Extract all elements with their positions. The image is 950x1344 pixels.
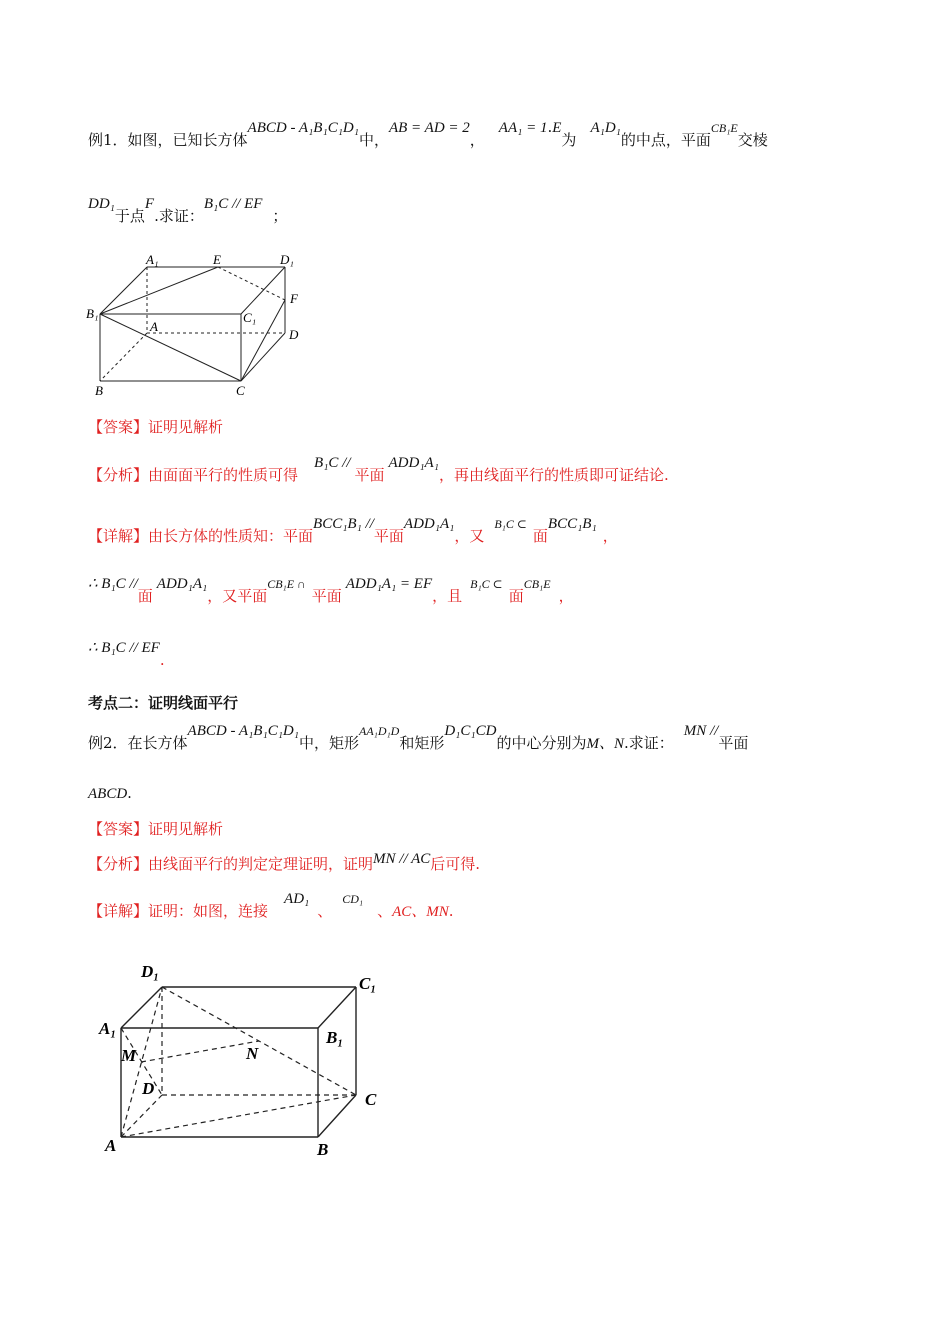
points-m-n: M、N (586, 736, 624, 752)
analysis2-tag: 【分析】 (88, 855, 149, 873)
text: . (448, 902, 454, 920)
text: 面 (137, 587, 153, 605)
text: ，又 (454, 527, 485, 545)
label-f: F (290, 291, 298, 306)
plane-abcd: ABCD (88, 786, 128, 802)
edge-b1-a1 (100, 267, 147, 314)
text: 交棱 (737, 131, 768, 149)
math-b1c-parallel: B₁C // (314, 455, 351, 471)
example1-line1 (88, 118, 768, 151)
answer1-line (88, 417, 223, 437)
edge-a1-d1 (121, 987, 162, 1028)
label-b1: B₁ (86, 306, 99, 321)
point-f: F (144, 196, 155, 212)
edge-a-b (100, 333, 147, 381)
segment-a1d1: A₁D₁ (590, 120, 621, 136)
analysis1-tag: 【分析】 (88, 466, 149, 484)
text: 的中点，平面 (620, 131, 711, 149)
label-c1: C₁ (359, 974, 377, 993)
text: 、 (377, 902, 393, 920)
example2-line2 (88, 783, 132, 804)
text: 中， (358, 131, 389, 149)
math-ac-mn: AC、MN (392, 904, 449, 920)
math-bcc1b1-parallel: BCC₁B₁ // (313, 516, 374, 532)
label-a1: A₁ (99, 1019, 117, 1038)
text: ，且 (432, 587, 463, 605)
text: . (547, 118, 553, 136)
text: .求证： (623, 734, 674, 752)
answer1-text: 证明见解析 (148, 418, 224, 436)
text: ， (469, 131, 485, 149)
text: 由长方体的性质知：平面 (148, 527, 314, 545)
text: 证明：如图，连接 (148, 902, 269, 920)
text: ， (558, 587, 574, 605)
claim-b1c-parallel-ef: B₁C // EF (203, 196, 263, 212)
label-d: D (142, 1079, 155, 1098)
label-a1: A₁ (146, 252, 159, 267)
text: 平面 (718, 734, 749, 752)
math-add1a1: ADD₁A₁ (403, 516, 455, 532)
example2-solid: ABCD - A₁B₁C₁D₁ (187, 723, 299, 739)
text: . (159, 651, 165, 669)
section-heading-kaodian2: 考点二：证明线面平行 (88, 694, 239, 712)
answer2-text: 证明见解析 (148, 820, 224, 838)
example2-line1 (88, 723, 749, 754)
detail1-line2 (88, 576, 574, 607)
text: 中，矩形 (298, 734, 359, 752)
text: 和矩形 (399, 734, 445, 752)
point-e: E (552, 120, 562, 136)
math-ad1: AD₁ (284, 891, 310, 907)
segment-b1-c (100, 314, 241, 381)
answer2-tag: 【答案】 (88, 820, 149, 838)
text: .求证： (154, 207, 204, 225)
text: 由面面平行的性质可得 (148, 466, 299, 484)
example1-solid: ABCD - A₁B₁C₁D₁ (247, 120, 359, 136)
segment-e-f (218, 267, 285, 300)
answer1-tag: 【答案】 (88, 418, 149, 436)
text: ，再由线面平行的性质即可证结论. (438, 466, 669, 484)
segment-a-c (121, 1095, 356, 1137)
label-d1: D₁ (141, 962, 160, 981)
label-c: C (236, 383, 245, 398)
rect-d1c1cd: D₁C₁CD (444, 723, 497, 739)
label-c: C (365, 1090, 377, 1109)
text: ， (602, 527, 618, 545)
condition-ab-ad: AB = AD = 2 (388, 120, 470, 136)
label-b1: B₁ (326, 1028, 344, 1047)
example1-label: 例1．如图，已知长方体 (88, 131, 248, 149)
math-add1a1: ADD₁A₁ (156, 576, 208, 592)
edge-b1-c1 (318, 987, 356, 1028)
label-d1: D₁ (280, 252, 294, 267)
detail2-line (88, 891, 454, 922)
text: 为 (561, 131, 577, 149)
math-cb1e: CB₁E (523, 577, 551, 591)
edge-c1-d1 (241, 267, 285, 314)
detail1-tag: 【详解】 (88, 527, 149, 545)
text: 平面 (311, 587, 342, 605)
text: 面 (508, 587, 524, 605)
text: ，又平面 (207, 587, 268, 605)
analysis1-line (88, 455, 669, 486)
text: 面 (532, 527, 548, 545)
text: 平面 (354, 466, 385, 484)
label-c1: C₁ (243, 310, 257, 325)
figure-2-cuboid (95, 955, 395, 1165)
example1-line2 (88, 196, 288, 227)
rect-aa1d1d: AA₁D₁D (358, 724, 400, 738)
edge-b-c (318, 1095, 356, 1137)
math-add1a1-eq-ef: ADD₁A₁ = EF (345, 576, 433, 592)
detail1-line3 (88, 640, 165, 671)
segment-b1-e (100, 267, 218, 314)
label-n: N (246, 1044, 259, 1063)
edge-dd1: DD₁ (88, 196, 115, 212)
math-mn-parallel-ac: MN // AC (373, 851, 431, 867)
text: . (127, 784, 132, 802)
answer2-line (88, 819, 223, 839)
text: 后可得. (430, 855, 481, 873)
math-b1c-subset: B₁C ⊂ (494, 517, 527, 531)
label-d: D (289, 327, 299, 342)
label-b: B (317, 1140, 329, 1159)
math-cb1e-cap: CB₁E ∩ (267, 577, 306, 591)
math-conclusion: ∴ B₁C // EF (88, 640, 160, 656)
figure-1-cuboid (80, 245, 320, 400)
analysis2-line (88, 851, 481, 875)
label-a: A (150, 319, 158, 334)
math-therefore-b1c: ∴ B₁C // (88, 576, 138, 592)
detail2-tag: 【详解】 (88, 902, 149, 920)
text: 由线面平行的判定定理证明，证明 (148, 855, 374, 873)
text: 的中心分别为 (496, 734, 587, 752)
text: 、 (317, 902, 333, 920)
plane-cb1e: CB₁E (710, 121, 738, 135)
label-b: B (95, 383, 103, 398)
label-e: E (213, 252, 221, 267)
math-cd1: CD₁ (342, 892, 364, 906)
math-add1a1: ADD₁A₁ (388, 455, 439, 471)
text: 于点 (114, 207, 145, 225)
detail1-line1 (88, 516, 618, 547)
condition-aa1: AA₁ = 1 (498, 120, 548, 136)
segment-m-n (141, 1041, 259, 1062)
text: 平面 (373, 527, 404, 545)
math-mn-parallel: MN // (683, 723, 719, 739)
example2-label: 例2．在长方体 (88, 734, 188, 752)
label-m: M (121, 1046, 137, 1065)
text: ； (272, 207, 288, 225)
label-a: A (105, 1136, 117, 1155)
math-b1c-subset: B₁C ⊂ (470, 577, 503, 591)
math-bcc1b1: BCC₁B₁ (547, 516, 597, 532)
